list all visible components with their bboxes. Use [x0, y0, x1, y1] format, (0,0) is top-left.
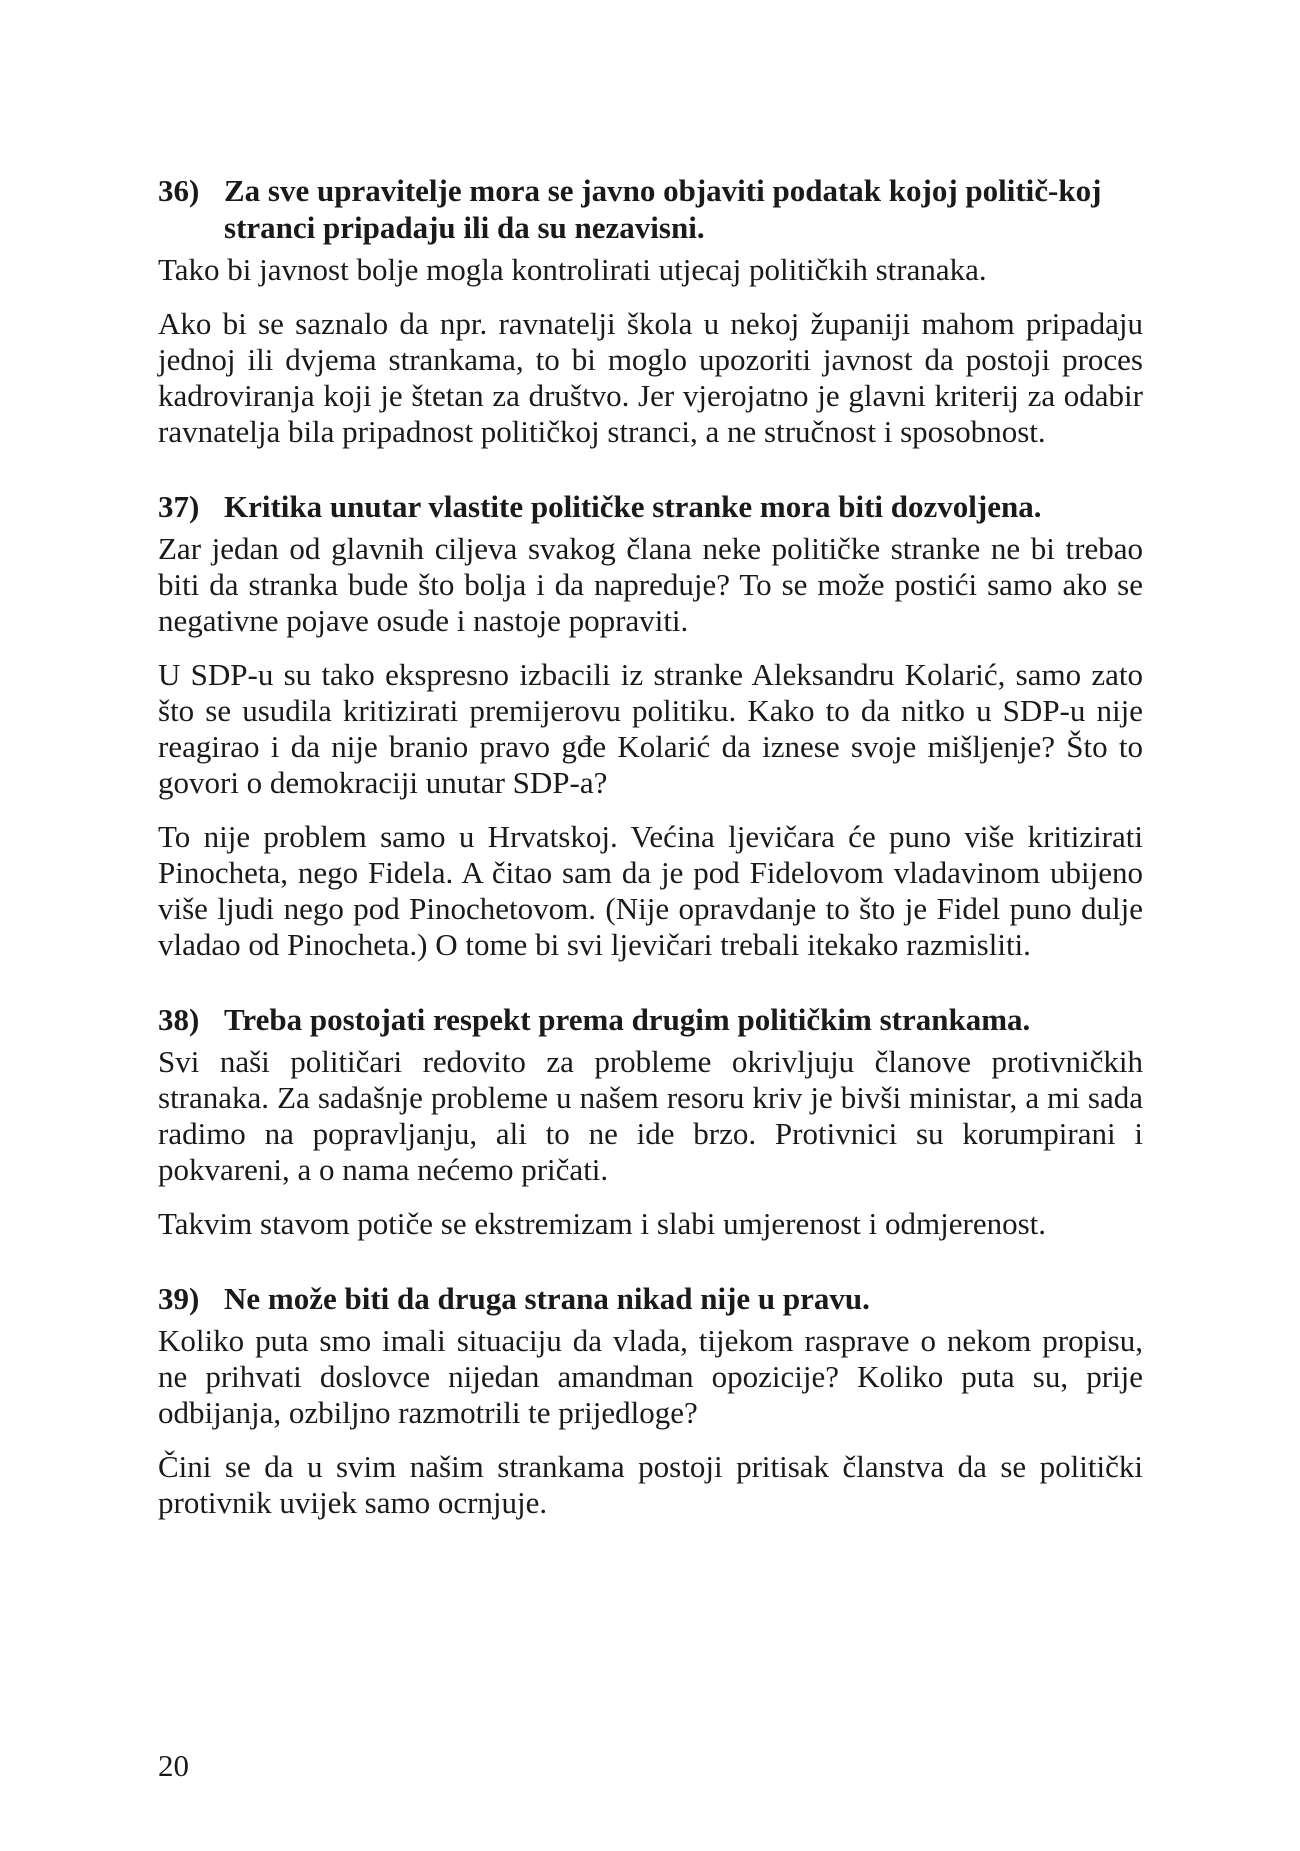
section-number: 39): [158, 1281, 200, 1316]
section-number: 38): [158, 1002, 200, 1037]
paragraph: Koliko puta smo imali situaciju da vlada, tijekom rasprave o nekom propisu, ne prihvati doslovce nijedan amandman opozicije? Koliko puta su, prije odbijanja, ozbiljno razmotrili te prijedloge?: [158, 1323, 1143, 1430]
section-heading: [158, 1001, 1143, 1038]
section-heading: [158, 1280, 1143, 1317]
paragraph: Zar jedan od glavnih ciljeva svakog člana neke političke stranke ne bi trebao biti da stranka bude što bolja i da napreduje? To se može postići samo ako se negativne pojave osude i nastoje popraviti.: [158, 531, 1143, 638]
section-36: [158, 172, 1143, 450]
section-38: [158, 1001, 1143, 1242]
section-37: [158, 488, 1143, 963]
section-title: Kritika unutar vlastite političke stranke mora biti dozvoljena.: [224, 489, 1042, 524]
section-title: Ne može biti da druga strana nikad nije u pravu.: [224, 1281, 870, 1316]
page-content: [158, 172, 1143, 1559]
section-39: [158, 1280, 1143, 1521]
paragraph: Takvim stavom potiče se ekstremizam i slabi umjerenost i odmjerenost.: [158, 1206, 1047, 1241]
paragraph: Tako bi javnost bolje mogla kontrolirati utjecaj političkih stranaka.: [158, 252, 987, 287]
paragraph: To nije problem samo u Hrvatskoj. Većina ljevičara će puno više kritizirati Pinocheta, nego Fidela. A čitao sam da je pod Fidelovom vladavinom ubijeno više ljudi nego pod Pinochetovom. (Nije opravdanje to što je Fidel puno dulje vladao od Pinocheta.) O tome bi svi ljevičari trebali itekako razmisliti.: [158, 819, 1143, 962]
section-number: 36): [158, 173, 200, 208]
section-heading: [158, 172, 1143, 246]
page-number: 20: [158, 1748, 189, 1783]
section-number: 37): [158, 489, 200, 524]
section-heading: [158, 488, 1143, 525]
paragraph: Ako bi se saznalo da npr. ravnatelji škola u nekoj županiji mahom pripadaju jednoj ili dvjema strankama, to bi moglo upozoriti javnost da postoji proces kadroviranja koji je štetan za društvo. Jer vjerojatno je glavni kriterij za odabir ravnatelja bila pripadnost političkoj stranci, a ne stručnost i sposobnost.: [158, 306, 1143, 449]
section-title: Za sve upravitelje mora se javno objaviti podatak kojoj politič-koj stranci pripadaju ili da su nezavisni.: [224, 173, 1102, 245]
paragraph: Svi naši političari redovito za probleme okrivljuju članove protivničkih stranaka. Za sadašnje probleme u našem resoru kriv je bivši ministar, a mi sada radimo na popravljanju, ali to ne ide brzo. Protivnici su korumpirani i pokvareni, a o nama nećemo pričati.: [158, 1044, 1143, 1187]
paragraph: Čini se da u svim našim strankama postoji pritisak članstva da se politički protivnik uvijek samo ocrnjuje.: [158, 1449, 1143, 1520]
section-title: Treba postojati respekt prema drugim političkim strankama.: [224, 1002, 1031, 1037]
paragraph: U SDP-u su tako ekspresno izbacili iz stranke Aleksandru Kolarić, samo zato što se usudila kritizirati premijerovu politiku. Kako to da nitko u SDP-u nije reagirao i da nije branio pravo gđe Kolarić da iznese svoje mišljenje? Što to govori o demokraciji unutar SDP-a?: [158, 657, 1143, 800]
